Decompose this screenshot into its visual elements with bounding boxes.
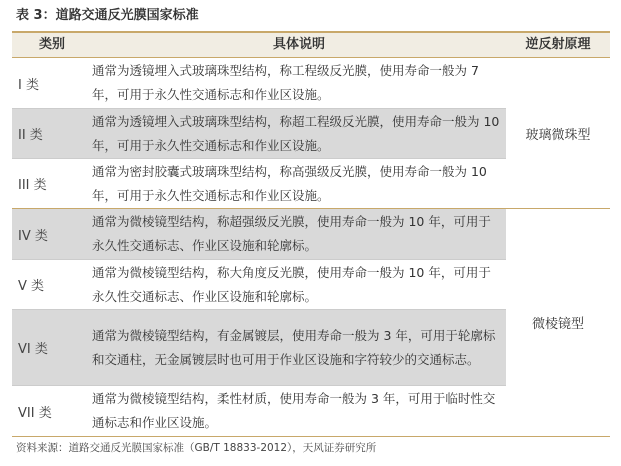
principle-microprism: 微棱镜型 [531, 317, 584, 332]
bottom-rule [12, 436, 610, 437]
header-principle: 逆反射原理 [525, 37, 591, 52]
standards-table [12, 31, 610, 437]
row-category: V 类 [18, 279, 45, 294]
row-description: 通常为微棱镜型结构，称大角度反光膜，使用寿命一般为 10 年，可用于永久性交通标志、作业区设施和轮廓标。 [92, 264, 491, 304]
row-description: 通常为微棱镜型结构，称超强级反光膜，使用寿命一般为 10 年，可用于永久性交通标志、作业区设施和轮廓标。 [92, 214, 491, 253]
row-category: IV 类 [18, 228, 48, 244]
table-header [12, 33, 610, 57]
table-row [12, 209, 506, 259]
table-row [12, 109, 506, 158]
table-row [12, 58, 506, 108]
table-row [12, 386, 506, 436]
header-description: 具体说明 [272, 37, 325, 52]
table-row [12, 159, 506, 208]
header-category: 类别 [38, 37, 65, 52]
row-category: I 类 [18, 77, 39, 93]
row-description: 通常为密封胶囊式玻璃珠型结构，称高强级反光膜，使用寿命一般为 10 年，可用于永久性交通标志和作业区设施。 [92, 163, 487, 203]
row-description: 通常为透镜埋入式玻璃珠型结构，称工程级反光膜，使用寿命一般为 7 年，可用于永久性交通标志和作业区设施。 [92, 63, 479, 102]
row-category: VII 类 [18, 405, 52, 421]
table-row [12, 310, 506, 385]
table-row [12, 260, 506, 309]
row-category: III 类 [18, 178, 47, 193]
row-description: 通常为透镜埋入式玻璃珠型结构，称超工程级反光膜，使用寿命一般为 10 年，可用于永久性交通标志和作业区设施。 [92, 113, 500, 153]
principle-glass-bead: 玻璃微珠型 [525, 127, 591, 143]
table-title: 表 3：道路交通反光膜国家标准 [16, 8, 199, 23]
source-note: 资料来源：道路交通反光膜国家标准（GB/T 18833-2012），天风证券研究所 [16, 442, 377, 454]
row-description: 通常为微棱镜型结构，柔性材质，使用寿命一般为 3 年，可用于临时性交通标志和作业区设施。 [92, 391, 496, 430]
row-category: II 类 [18, 128, 43, 143]
row-category: VI 类 [18, 342, 48, 357]
row-description: 通常为微棱镜型结构，有金属镀层，使用寿命一般为 3 年，可用于轮廓标和交通柱，无金属镀层时也可用于作业区设施和字符较少的交通标志。 [92, 327, 496, 367]
